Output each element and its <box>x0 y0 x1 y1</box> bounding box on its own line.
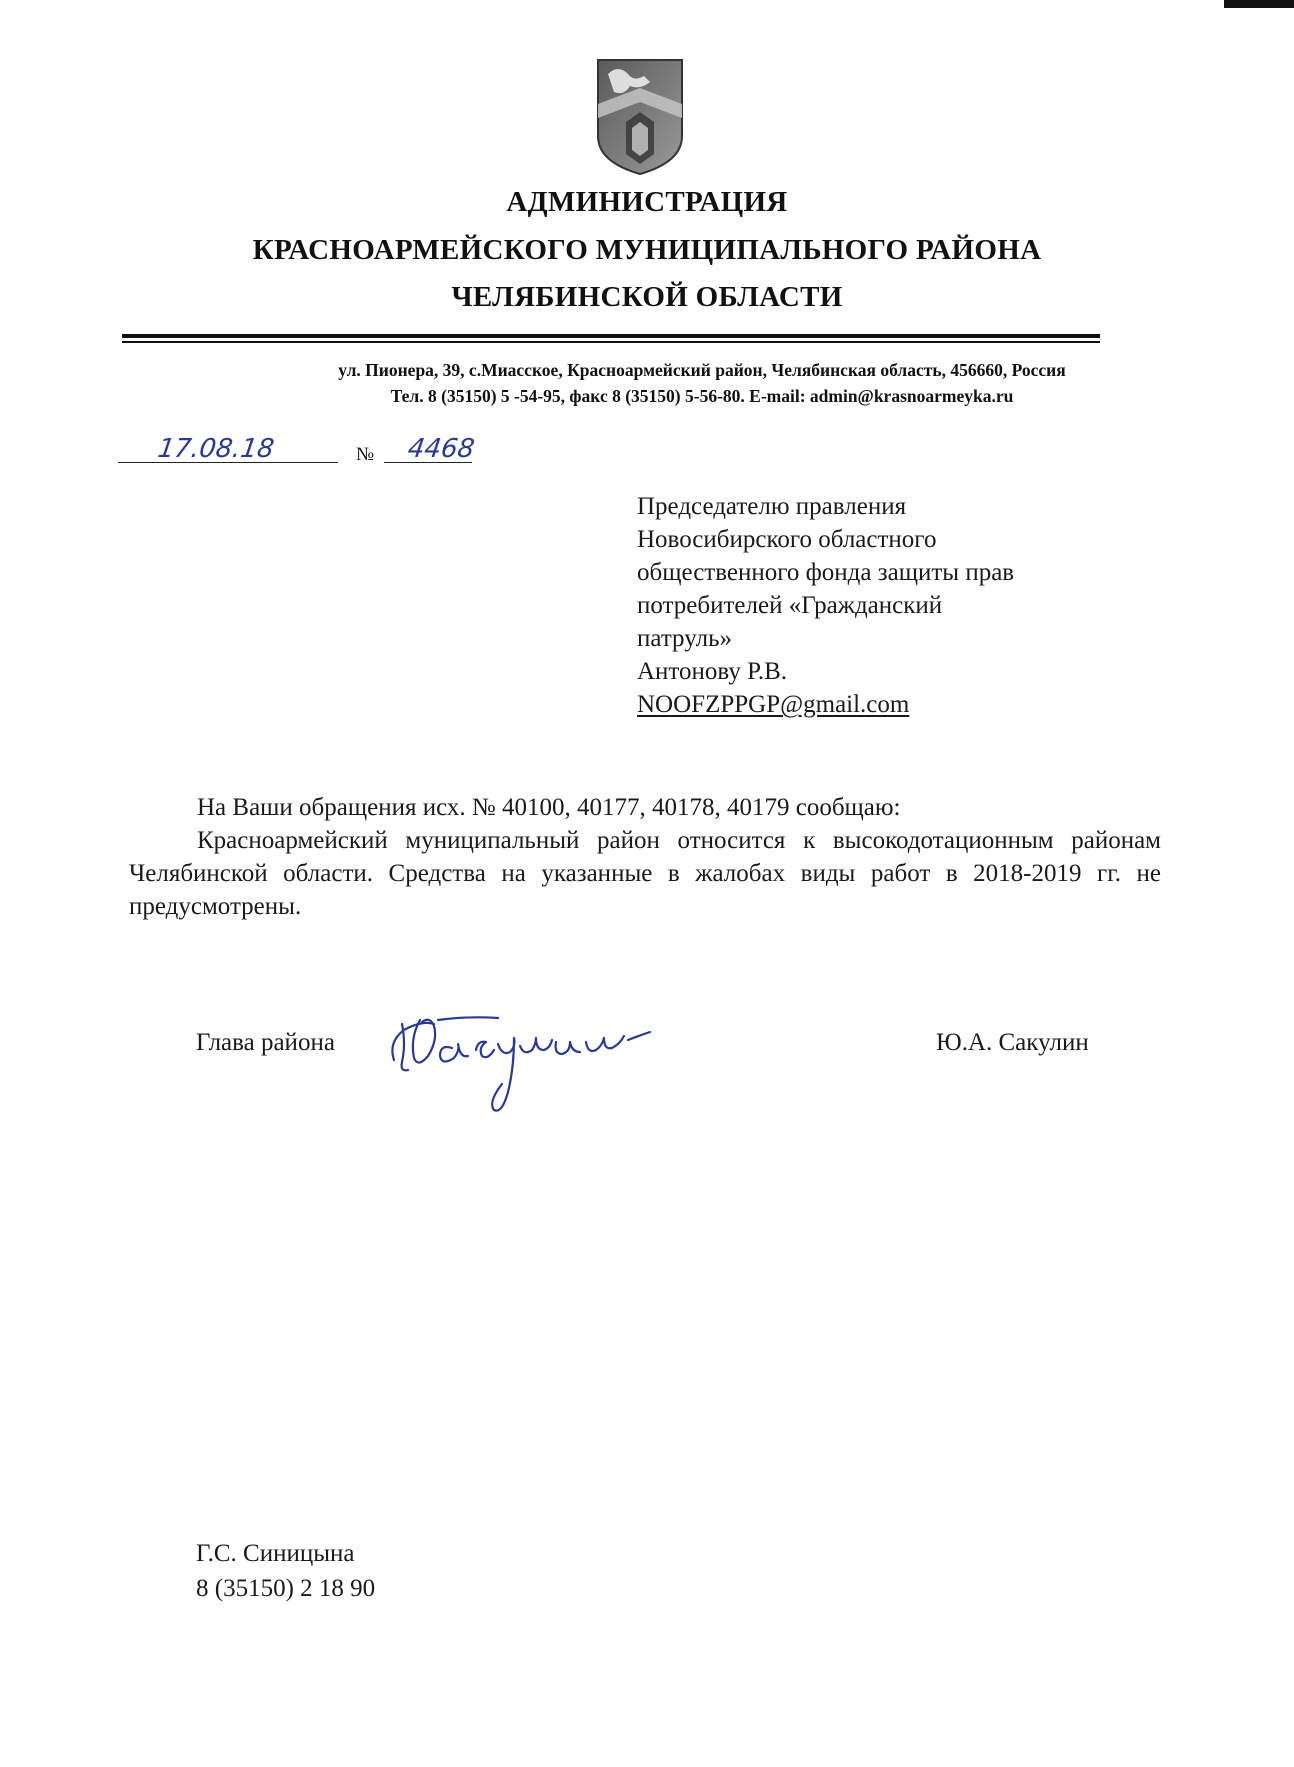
addressee-line: Председателю правления <box>637 493 907 520</box>
addressee-line: Новосибирского областного <box>637 526 937 553</box>
org-title-line-1: АДМИНИСТРАЦИЯ <box>506 186 788 218</box>
coat-of-arms-emblem <box>596 58 684 176</box>
addressee-email-link[interactable]: NOOFZPPGP@gmail.com <box>637 691 910 718</box>
addressee-block <box>637 490 1014 721</box>
signatory-name: Ю.А. Сакулин <box>936 1029 1089 1056</box>
addressee-line: патруль» <box>637 625 733 652</box>
executor-phone: 8 (35150) 2 18 90 <box>196 1575 376 1602</box>
body-paragraph-2: Красноармейский муниципальный район относится к высокодотационным районам Челябинской области. Средства на указанные в жалобах виды работ в 2018-2019 гг. не предусмотрены. <box>129 827 1161 920</box>
registration-date: 17.08.18 <box>155 434 276 464</box>
addressee-line: общественного фонда защиты прав <box>637 559 1015 586</box>
header-rule-thin <box>122 341 1100 343</box>
org-title-line-2: КРАСНОАРМЕЙСКОГО МУНИЦИПАЛЬНОГО РАЙОНА <box>252 234 1042 266</box>
org-address: ул. Пионера, 39, с.Миасское, Красноармейский район, Челябинская область, 456660, Россия <box>338 360 1066 380</box>
executor-name: Г.С. Синицына <box>196 1540 355 1567</box>
header-rule-thick <box>122 334 1100 338</box>
body-paragraph-1: На Ваши обращения исх. № 40100, 40177, 40178, 40179 сообщаю: <box>197 794 901 821</box>
executor-block <box>196 1536 375 1606</box>
org-title-line-3: ЧЕЛЯБИНСКОЙ ОБЛАСТИ <box>451 281 843 313</box>
registration-number-label: № <box>356 444 375 465</box>
signatory-title: Глава района <box>196 1029 335 1056</box>
org-contacts: Тел. 8 (35150) 5 -54-95, факс 8 (35150) 5-56-80. E-mail: admin@krasnoarmeyka.ru <box>390 386 1014 406</box>
addressee-line: Антонову Р.В. <box>637 658 788 685</box>
addressee-line: потребителей «Гражданский <box>637 592 943 619</box>
registration-number: 4468 <box>405 434 477 464</box>
handwritten-signature <box>380 990 730 1125</box>
letter-body <box>129 791 1161 923</box>
scan-corner-mark <box>1224 0 1294 8</box>
